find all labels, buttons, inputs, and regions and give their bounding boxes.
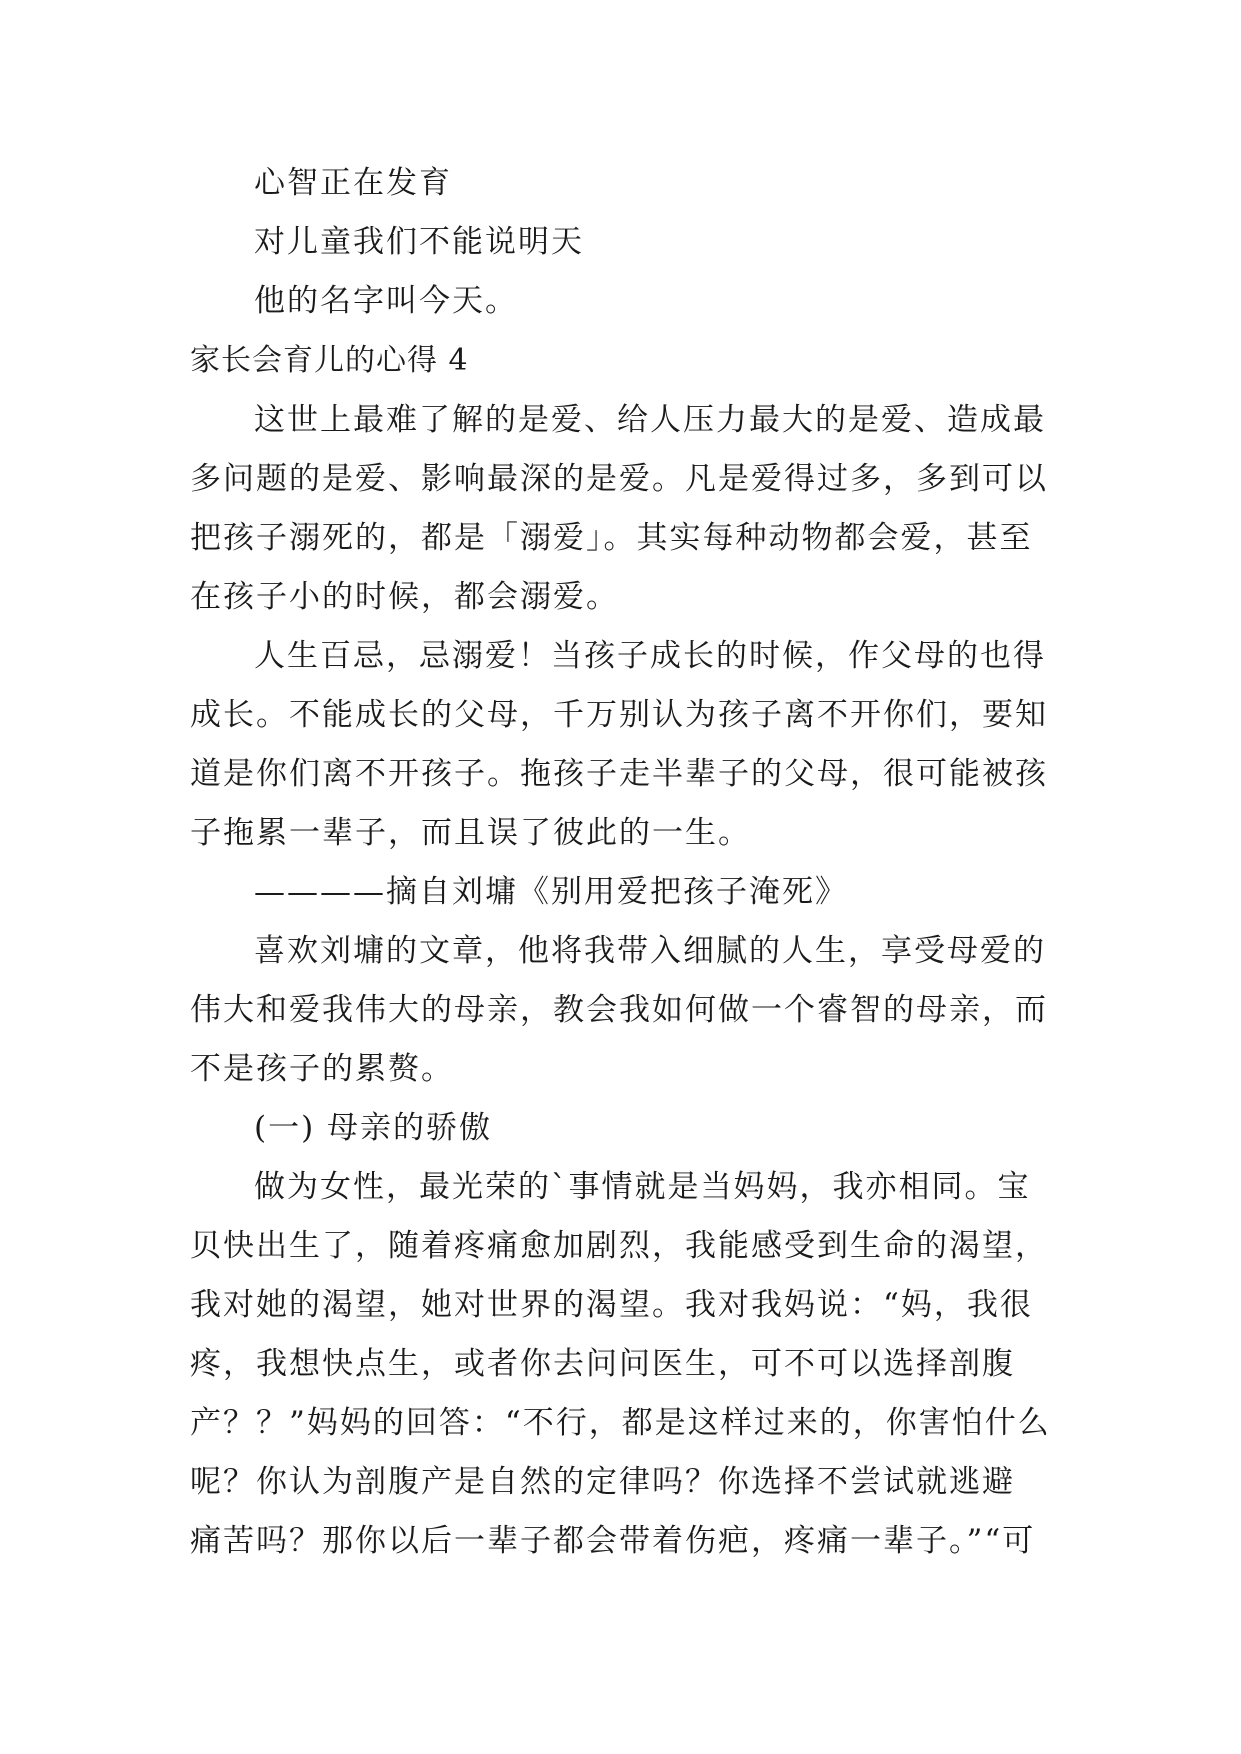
para1-line-2: 多问题的是爱、影响最深的是爱。凡是爱得过多，多到可以 xyxy=(190,461,1048,497)
poem-line-2: 对儿童我们不能说明天 xyxy=(254,224,584,260)
para1-line-1: 这世上最难了解的是爱、给人压力最大的是爱、造成最 xyxy=(254,402,1046,438)
poem-line-3: 他的名字叫今天。 xyxy=(254,283,518,319)
para2-line-1: 人生百忌，忌溺爱！当孩子成长的时候，作父母的也得 xyxy=(254,638,1046,674)
para4-line-4: 疼，我想快点生，或者你去问问医生，可不可以选择剖腹 xyxy=(190,1346,1015,1382)
poem-line-1: 心智正在发育 xyxy=(254,165,452,201)
para4-line-3: 我对她的渴望，她对世界的渴望。我对我妈说：“妈，我很 xyxy=(190,1287,1033,1323)
para2-line-3: 道是你们离不开孩子。拖孩子走半辈子的父母，很可能被孩 xyxy=(190,756,1048,792)
para2-line-4: 子拖累一辈子，而且误了彼此的一生。 xyxy=(190,815,751,851)
para2-line-2: 成长。不能成长的父母，千万别认为孩子离不开你们，要知 xyxy=(190,697,1048,733)
para4-line-2: 贝快出生了，随着疼痛愈加剧烈，我能感受到生命的渴望， xyxy=(190,1228,1048,1264)
para3-line-2: 伟大和爱我伟大的母亲，教会我如何做一个睿智的母亲，而 xyxy=(190,992,1048,1028)
para1-line-4: 在孩子小的时候，都会溺爱。 xyxy=(190,579,619,615)
para4-line-7: 痛苦吗？那你以后一辈子都会带着伤疤，疼痛一辈子。”“可 xyxy=(190,1523,1036,1559)
subheading: (一) 母亲的骄傲 xyxy=(254,1110,493,1146)
quote-source: ————摘自刘墉《别用爱把孩子淹死》 xyxy=(254,874,848,910)
section-title: 家长会育儿的心得 4 xyxy=(190,343,469,378)
para3-line-3: 不是孩子的累赘。 xyxy=(190,1051,454,1087)
para1-line-3: 把孩子溺死的，都是「溺爱」。其实每种动物都会爱，甚至 xyxy=(190,520,1033,556)
para4-line-6: 呢？你认为剖腹产是自然的定律吗？你选择不尝试就逃避 xyxy=(190,1464,1015,1500)
para4-line-1: 做为女性，最光荣的`事情就是当妈妈，我亦相同。宝 xyxy=(254,1169,1031,1205)
para4-line-5: 产？？”妈妈的回答：“不行，都是这样过来的，你害怕什么 xyxy=(190,1405,1051,1441)
para3-line-1: 喜欢刘墉的文章，他将我带入细腻的人生，享受母爱的 xyxy=(254,933,1046,969)
